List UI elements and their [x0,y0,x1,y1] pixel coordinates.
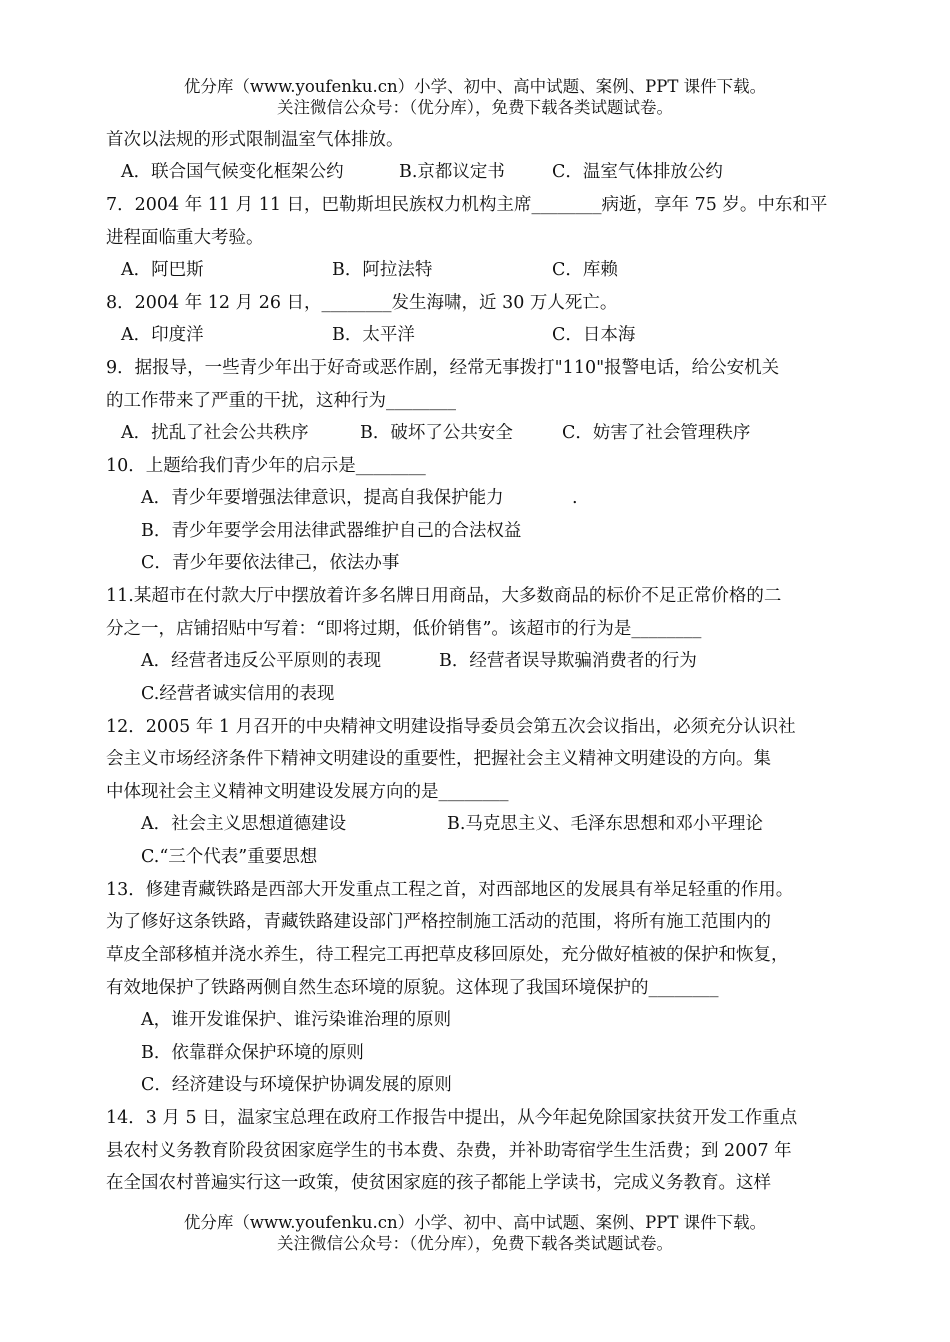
q7-line-2: 进程面临重大考验。 [106,228,264,248]
q8-option-b: B．太平洋 [332,325,415,345]
q11-option-b: B．经营者误导欺骗消费者的行为 [439,651,697,671]
q6-option-a: A．联合国气候变化框架公约 [121,162,344,182]
q9-option-b: B．破坏了公共安全 [360,423,513,443]
q13-line-4: 有效地保护了铁路两侧自然生态环境的原貌。这体现了我国环境保护的________ [106,978,719,998]
q11-option-a: A．经营者违反公平原则的表现 [141,651,382,671]
q11-option-c: C.经营者诚实信用的表现 [141,684,335,704]
q10-option-c: C．青少年要依法律己，依法办事 [141,553,400,573]
q7-option-a: A．阿巴斯 [121,260,204,280]
q10-line-1: 10．上题给我们青少年的启示是________ [106,456,426,476]
q13-line-1: 13．修建青藏铁路是西部大开发重点工程之首，对西部地区的发展具有举足轻重的作用。 [106,880,794,900]
q6-option-c: C．温室气体排放公约 [552,162,723,182]
q7-option-c: C．库赖 [552,260,618,280]
page-header [0,76,950,118]
q13-option-c: C．经济建设与环境保护协调发展的原则 [141,1075,452,1095]
q8-line-1: 8．2004 年 12 月 26 日，________发生海啸，近 30 万人死亡。 [106,293,618,313]
q13-line-2: 为了修好这条铁路，青藏铁路建设部门严格控制施工活动的范围，将所有施工范围内的 [106,912,771,932]
q11-line-1: 11.某超市在付款大厅中摆放着许多名牌日用商品，大多数商品的标价不足正常价格的二 [106,586,782,606]
q8-option-a: A．印度洋 [121,325,204,345]
header-line-1: 优分库（www.youfenku.cn）小学、初中、高中试题、案例、PPT 课件下载。 [183,77,767,96]
q10-option-b: B．青少年要学会用法律武器维护自己的合法权益 [141,521,522,541]
q12-option-a: A．社会主义思想道德建设 [141,814,347,834]
q13-option-a: A，谁开发谁保护、谁污染谁治理的原则 [141,1010,452,1030]
q8-option-c: C．日本海 [552,325,636,345]
q10-option-a-dot: . [572,488,578,508]
q9-option-a: A．扰乱了社会公共秩序 [121,423,309,443]
q12-option-b: B.马克思主义、毛泽东思想和邓小平理论 [447,814,763,834]
q12-option-c: C.“三个代表”重要思想 [141,847,318,867]
footer-line-1: 优分库（www.youfenku.cn）小学、初中、高中试题、案例、PPT 课件下载。 [183,1213,767,1232]
q14-line-3: 在全国农村普遍实行这一政策，使贫困家庭的孩子都能上学读书，完成义务教育。这样 [106,1173,771,1193]
q11-line-2: 分之一，店铺招贴中写着：“即将过期，低价销售”。该超市的行为是________ [106,619,702,639]
q9-option-c: C．妨害了社会管理秩序 [562,423,751,443]
q9-line-2: 的工作带来了严重的干扰，这种行为________ [106,391,456,411]
header-line-2: 关注微信公众号：（优分库），免费下载各类试题试卷。 [277,98,673,117]
q12-line-2: 会主义市场经济条件下精神文明建设的重要性，把握社会主义精神文明建设的方向。集 [106,749,771,769]
q6-option-b: B.京都议定书 [399,162,505,182]
q7-option-b: B．阿拉法特 [332,260,433,280]
q12-line-1: 12．2005 年 1 月召开的中央精神文明建设指导委员会第五次会议指出，必须充分认识社 [106,717,796,737]
footer-line-2: 关注微信公众号：（优分库），免费下载各类试题试卷。 [277,1234,673,1253]
q13-option-b: B．依靠群众保护环境的原则 [141,1043,364,1063]
q14-line-2: 县农村义务教育阶段贫困家庭学生的书本费、杂费，并补助寄宿学生生活费；到 2007 年 [106,1141,792,1161]
q12-line-3: 中体现社会主义精神文明建设发展方向的是________ [106,782,509,802]
q10-option-a: A．青少年要增强法律意识，提高自我保护能力 [141,488,504,508]
q13-line-3: 草皮全部移植并浇水养生，待工程完工再把草皮移回原处，充分做好植被的保护和恢复， [106,945,789,965]
q14-line-1: 14．3 月 5 日，温家宝总理在政府工作报告中提出，从今年起免除国家扶贫开发工作重点 [106,1108,798,1128]
q6-text: 首次以法规的形式限制温室气体排放。 [106,130,404,150]
q7-line-1: 7．2004 年 11 月 11 日，巴勒斯坦民族权力机构主席________病逝，享年 75 岁。中东和平 [106,195,828,215]
page-footer [0,1212,950,1254]
q9-line-1: 9．据报导，一些青少年出于好奇或恶作剧，经常无事拨打"110"报警电话，给公安机关 [106,358,780,378]
